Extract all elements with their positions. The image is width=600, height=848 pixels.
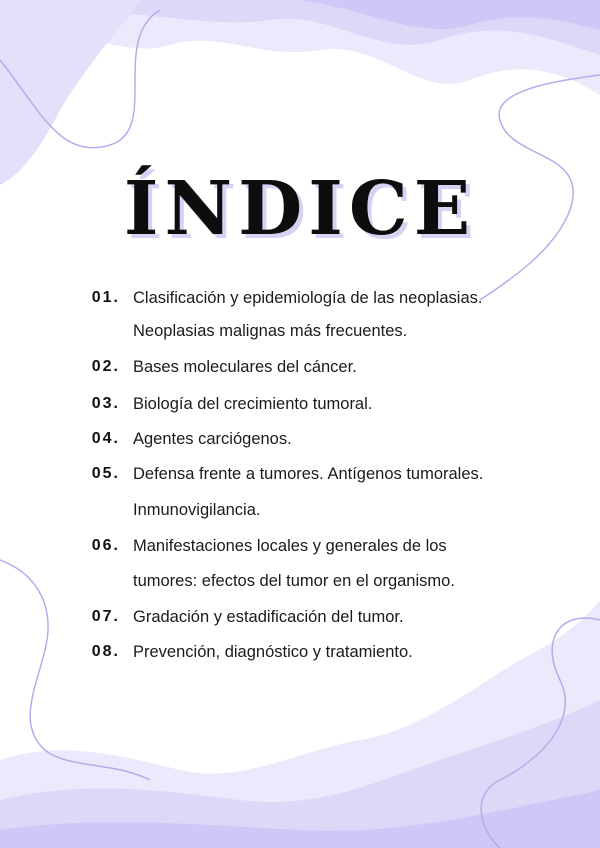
item-text: Inmunovigilancia. bbox=[133, 501, 261, 519]
item-number: 01. bbox=[91, 289, 120, 306]
item-number: 04. bbox=[91, 430, 120, 447]
item-text: Gradación y estadificación del tumor. bbox=[133, 608, 404, 626]
item-text: Bases moleculares del cáncer. bbox=[133, 358, 357, 376]
item-text: Biología del crecimiento tumoral. bbox=[133, 395, 373, 413]
item-number: 07. bbox=[91, 608, 120, 625]
item-number: 03. bbox=[91, 395, 120, 412]
item-text: Agentes carciógenos. bbox=[133, 430, 292, 448]
item-text: tumores: efectos del tumor en el organismo. bbox=[133, 572, 455, 590]
item-number: 08. bbox=[91, 643, 120, 660]
item-text: Neoplasias malignas más frecuentes. bbox=[133, 322, 408, 340]
page-title: ÍNDICE bbox=[123, 166, 477, 252]
item-number: 06. bbox=[91, 537, 120, 554]
item-text: Clasificación y epidemiología de las neoplasias. bbox=[133, 289, 483, 307]
item-number: 05. bbox=[91, 465, 120, 482]
item-number: 02. bbox=[91, 358, 120, 375]
item-text: Defensa frente a tumores. Antígenos tumorales. bbox=[133, 465, 484, 483]
item-text: Manifestaciones locales y generales de los bbox=[133, 537, 447, 555]
item-text: Prevención, diagnóstico y tratamiento. bbox=[133, 643, 413, 661]
